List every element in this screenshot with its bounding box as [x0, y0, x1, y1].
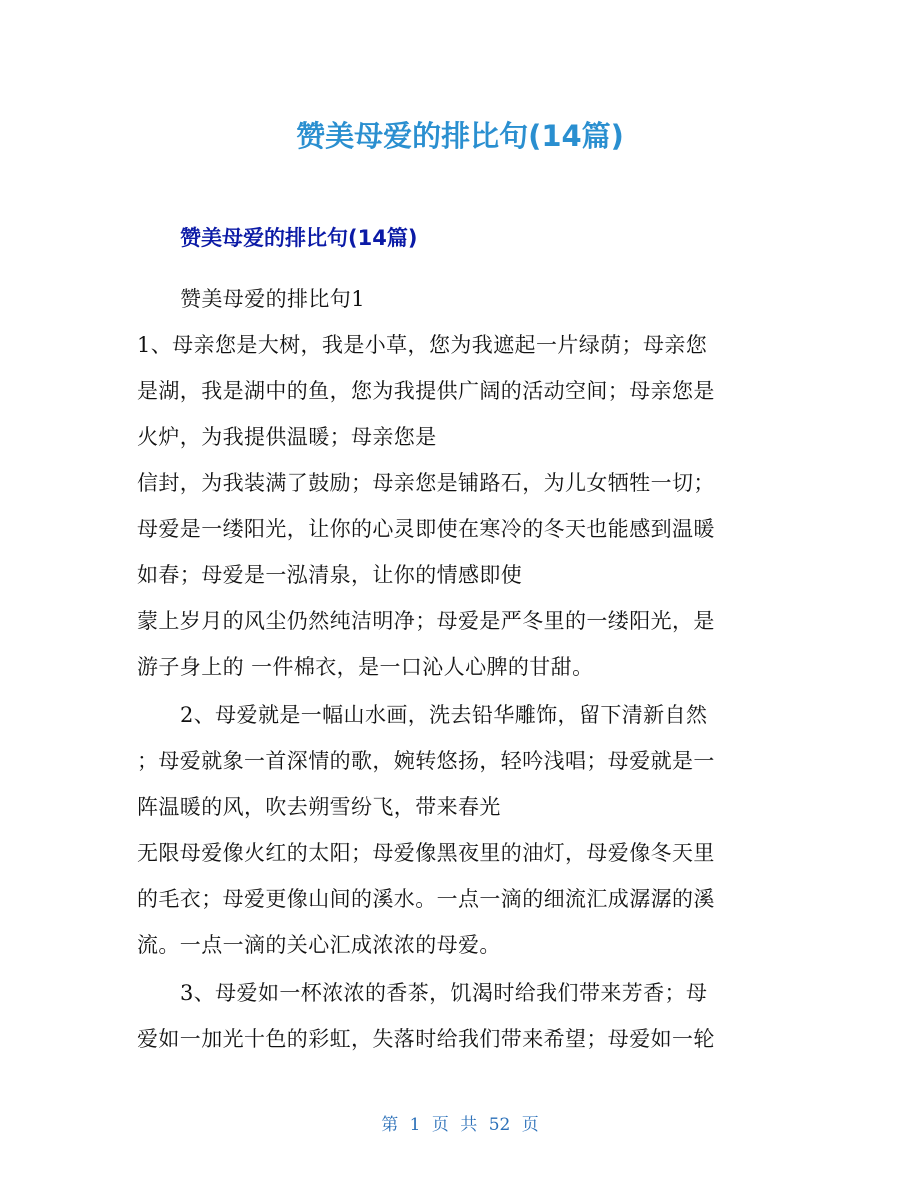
text-line: 如春；母爱是一泓清泉，让你的情感即使: [137, 563, 523, 587]
text-line: 母爱是一缕阳光，让你的心灵即使在寒冷的冬天也能感到温暖: [137, 517, 715, 541]
text-line: ；母爱就象一首深情的歌，婉转悠扬，轻吟浅唱；母爱就是一: [137, 749, 715, 773]
text-line: 是湖，我是湖中的鱼，您为我提供广阔的活动空间；母亲您是: [137, 379, 715, 403]
text-line: 蒙上岁月的风尘仍然纯洁明净；母爱是严冬里的一缕阳光，是: [137, 609, 715, 633]
text-line: 的毛衣；母爱更像山间的溪水。一点一滴的细流汇成潺潺的溪: [137, 887, 715, 911]
text-line: 信封，为我装满了鼓励；母亲您是铺路石，为儿女牺牲一切；: [137, 471, 715, 495]
text-line: 2、母爱就是一幅山水画，洗去铅华雕饰，留下清新自然: [180, 703, 708, 727]
text-line: 阵温暖的风，吹去朔雪纷飞，带来春光: [137, 795, 501, 819]
text-line: 1、母亲您是大树，我是小草，您为我遮起一片绿荫；母亲您: [137, 333, 708, 357]
text-line: 3、母爱如一杯浓浓的香茶，饥渴时给我们带来芳香；母: [180, 981, 708, 1005]
text-line: 爱如一加光十色的彩虹，失落时给我们带来希望；母爱如一轮: [137, 1027, 715, 1051]
text-line: 火炉，为我提供温暖；母亲您是: [137, 425, 437, 449]
page-number: 第 1 页 共 52 页: [381, 1115, 539, 1135]
text-line: 无限母爱像火红的太阳；母爱像黑夜里的油灯，母爱像冬天里: [137, 841, 715, 865]
paragraph-heading: 赞美母爱的排比句1: [180, 287, 365, 311]
document-title: 赞美母爱的排比句(14篇): [296, 119, 624, 153]
body-text: [137, 276, 787, 1062]
text-line: 游子身上的 一件棉衣，是一口沁人心脾的甘甜。: [137, 655, 594, 679]
section-heading: 赞美母爱的排比句(14篇): [180, 226, 418, 250]
text-line: 流。一点一滴的关心汇成浓浓的母爱。: [137, 933, 501, 957]
